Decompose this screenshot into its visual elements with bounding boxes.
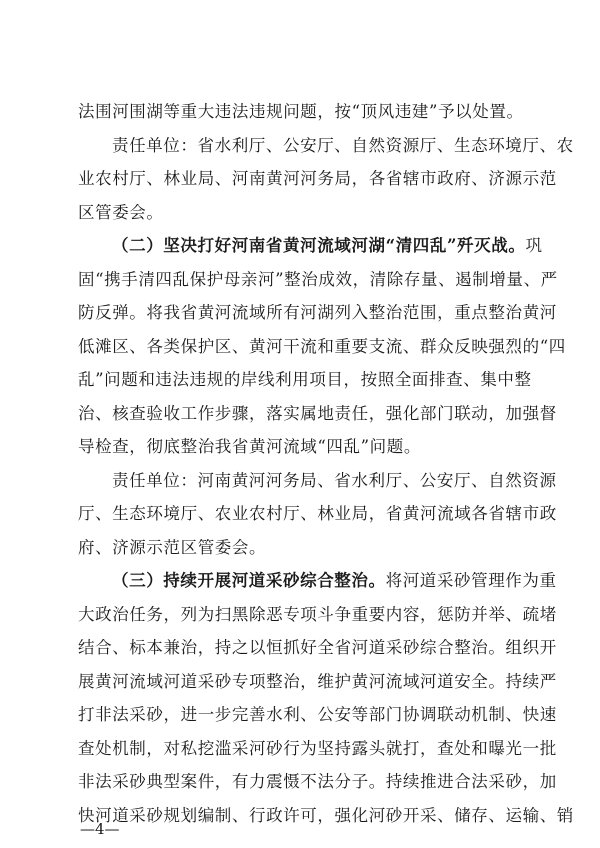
text-fragment: 巩: [525, 236, 543, 255]
text-line: 府、济源示范区管委会。: [78, 537, 267, 557]
text-line: 乱”问题和违法违规的岸线利用项目，按照全面排查、集中整: [78, 370, 532, 389]
section-heading: （二）坚决打好河南省黄河流域河湖“清四乱”歼灭战。: [112, 236, 526, 255]
text-line: 导检查，彻底整治我省黄河流域“四乱”问题。: [78, 437, 421, 456]
text-line: 区管委会。: [78, 202, 164, 222]
text-line: 展黄河流域河道采砂专项整治，维护黄河流域河道安全。持续严: [78, 671, 557, 691]
text-line: 快河道采砂规划编制、行政许可，强化河砂开采、储存、运输、销: [78, 805, 574, 825]
text-line: 业农村厅、林业局、河南黄河河务局，各省辖市政府、济源示范: [78, 169, 557, 188]
text-line: 防反弹。将我省黄河流域所有河湖列入整治范围，重点整治黄河: [78, 303, 557, 322]
section-heading-line: [112, 236, 543, 256]
text-line: 厅、生态环境厅、农业农村厅、林业局，省黄河流域各省辖市政: [78, 504, 557, 523]
text-fragment: 将河道采砂管理作为重: [385, 571, 557, 590]
text-line: 大政治任务，列为扫黑除恶专项斗争重要内容，惩防并举、疏堵: [78, 604, 557, 624]
section-heading: （三）持续开展河道采砂综合整治。: [112, 571, 386, 590]
text-line: 查处机制，对私挖滥采河砂行为坚持露头就打，查处和曝光一批: [78, 738, 557, 758]
text-line: 结合、标本兼治，持之以恒抓好全省河道采砂综合整治。组织开: [78, 638, 557, 657]
text-line: 打非法采砂，进一步完善水利、公安等部门协调联动机制、快速: [78, 705, 557, 724]
section-heading-line: [112, 571, 557, 591]
text-line: 固“携手清四乱保护母亲河”整治成效，清除存量、遏制增量、严: [78, 269, 558, 289]
text-line: 低滩区、各类保护区、黄河干流和重要支流、群众反映强烈的“四: [78, 336, 566, 356]
text-line: 责任单位：河南黄河河务局、省水利厅、公安厅、自然资源: [112, 470, 557, 490]
text-line: 非法采砂典型案件，有力震慑不法分子。持续推进合法采砂，加: [78, 772, 557, 791]
page-number: —4—: [80, 820, 120, 838]
text-line: 法围河围湖等重大违法违规问题，按“顶风违建”予以处置。: [78, 102, 524, 121]
text-line: 治、核查验收工作步骤，落实属地责任，强化部门联动，加强督: [78, 403, 557, 423]
text-line: 责任单位：省水利厅、公安厅、自然资源厅、生态环境厅、农: [112, 135, 574, 155]
